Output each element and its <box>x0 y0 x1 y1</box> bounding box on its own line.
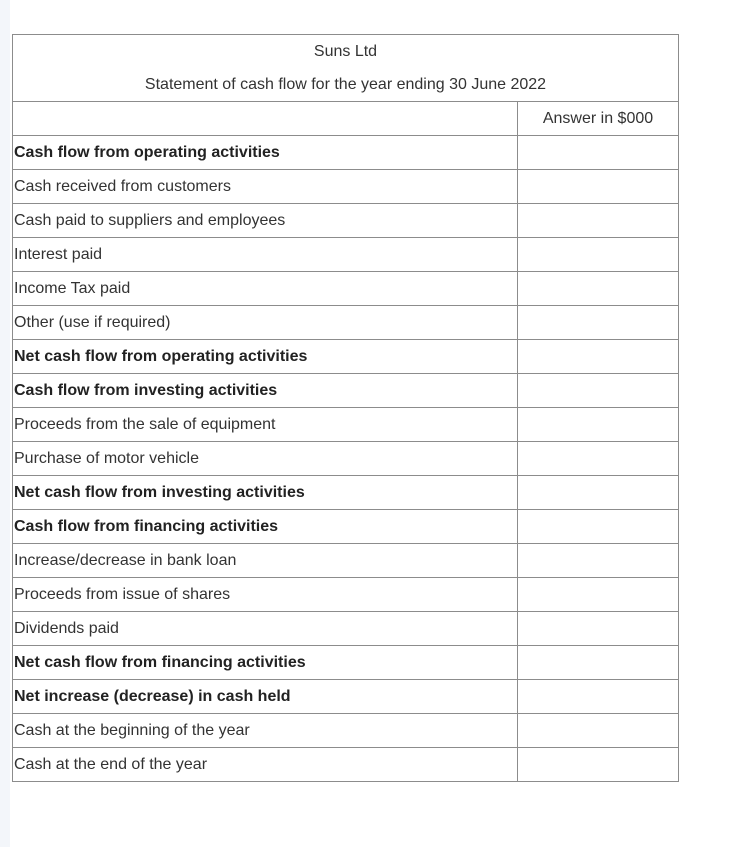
statement-title: Statement of cash flow for the year ending 30 June 2022 <box>144 76 547 93</box>
company-name: Suns Ltd <box>313 43 378 60</box>
row-label: Net cash flow from financing activities <box>13 646 518 680</box>
cash-flow-table <box>12 34 679 782</box>
answer-cell[interactable] <box>518 204 679 238</box>
table-row <box>13 204 679 238</box>
answer-cell[interactable] <box>518 340 679 374</box>
table-row <box>13 408 679 442</box>
answer-cell[interactable] <box>518 408 679 442</box>
answer-cell[interactable] <box>518 680 679 714</box>
row-label: Cash paid to suppliers and employees <box>13 204 518 238</box>
answer-cell[interactable] <box>518 578 679 612</box>
answer-cell[interactable] <box>518 238 679 272</box>
answer-cell[interactable] <box>518 272 679 306</box>
title-cell <box>13 35 679 102</box>
answer-cell[interactable] <box>518 306 679 340</box>
table-row <box>13 442 679 476</box>
side-strip <box>0 0 10 847</box>
answer-cell[interactable] <box>518 612 679 646</box>
row-label: Cash flow from financing activities <box>13 510 518 544</box>
answer-cell[interactable] <box>518 510 679 544</box>
table-row <box>13 680 679 714</box>
answer-cell[interactable] <box>518 748 679 782</box>
answer-cell[interactable] <box>518 442 679 476</box>
row-label: Dividends paid <box>13 612 518 646</box>
row-label: Other (use if required) <box>13 306 518 340</box>
answer-cell[interactable] <box>518 544 679 578</box>
answer-header: Answer in $000 <box>518 102 679 136</box>
table-row <box>13 272 679 306</box>
header-empty-cell <box>13 102 518 136</box>
row-label: Purchase of motor vehicle <box>13 442 518 476</box>
row-label: Net cash flow from operating activities <box>13 340 518 374</box>
header-row <box>13 102 679 136</box>
table-row <box>13 170 679 204</box>
answer-cell[interactable] <box>518 714 679 748</box>
row-label: Cash flow from operating activities <box>13 136 518 170</box>
row-label: Proceeds from the sale of equipment <box>13 408 518 442</box>
row-label: Cash at the beginning of the year <box>13 714 518 748</box>
table-row <box>13 748 679 782</box>
table-row <box>13 136 679 170</box>
table-row <box>13 476 679 510</box>
row-label: Interest paid <box>13 238 518 272</box>
table-row <box>13 612 679 646</box>
row-label: Proceeds from issue of shares <box>13 578 518 612</box>
answer-cell[interactable] <box>518 646 679 680</box>
row-label: Cash flow from investing activities <box>13 374 518 408</box>
row-label: Net cash flow from investing activities <box>13 476 518 510</box>
answer-cell[interactable] <box>518 136 679 170</box>
row-label: Increase/decrease in bank loan <box>13 544 518 578</box>
table-row <box>13 374 679 408</box>
row-label: Net increase (decrease) in cash held <box>13 680 518 714</box>
table-row <box>13 578 679 612</box>
row-label: Income Tax paid <box>13 272 518 306</box>
table-row <box>13 646 679 680</box>
table-row <box>13 340 679 374</box>
table-row <box>13 306 679 340</box>
table-row <box>13 510 679 544</box>
row-label: Cash received from customers <box>13 170 518 204</box>
answer-cell[interactable] <box>518 374 679 408</box>
table-row <box>13 238 679 272</box>
answer-cell[interactable] <box>518 476 679 510</box>
table-row <box>13 714 679 748</box>
title-row <box>13 35 679 102</box>
row-label: Cash at the end of the year <box>13 748 518 782</box>
table-row <box>13 544 679 578</box>
answer-cell[interactable] <box>518 170 679 204</box>
